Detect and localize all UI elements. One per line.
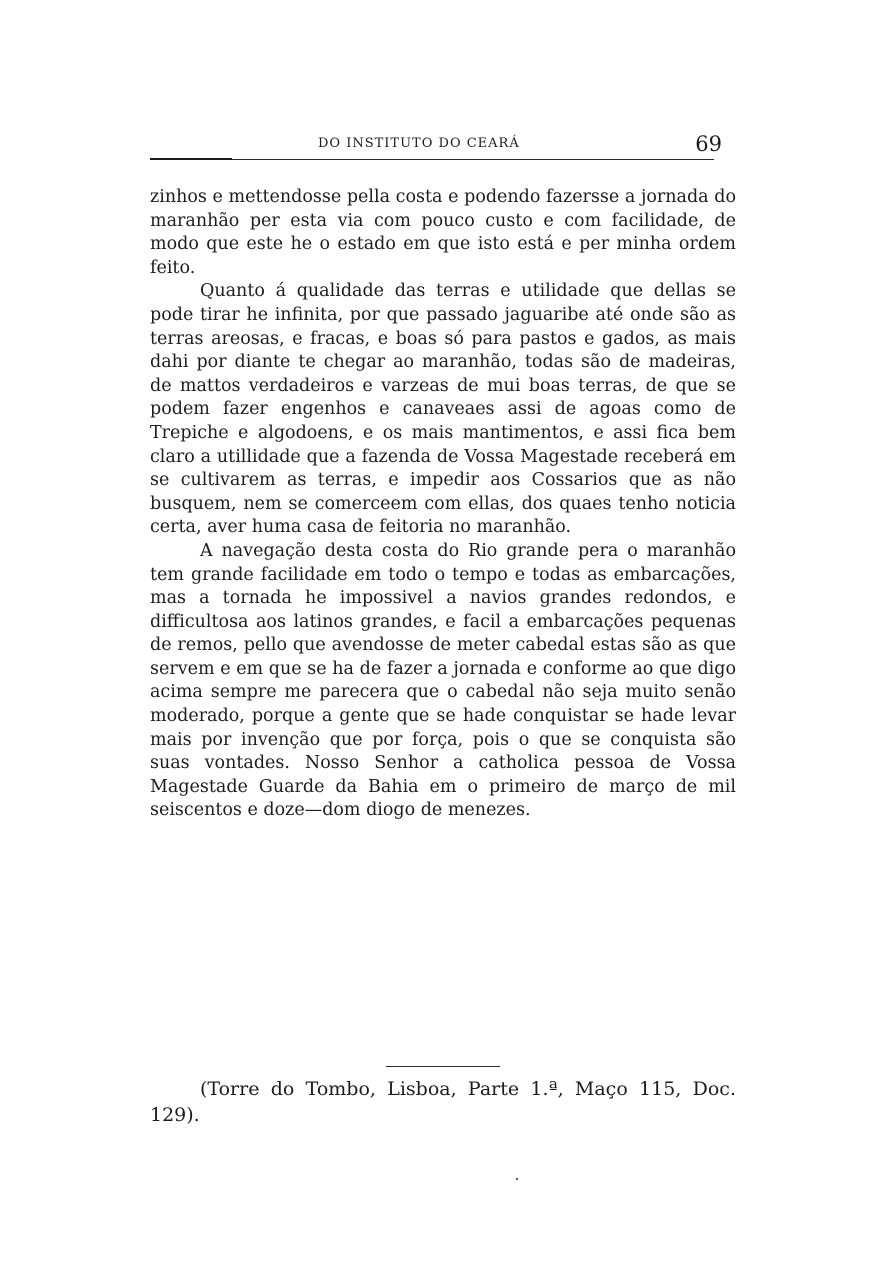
end-rule <box>386 1066 500 1067</box>
running-title: DO INSTITUTO DO CEARÁ <box>318 136 520 151</box>
body-text <box>150 186 736 823</box>
paragraph-navigation: A navegação desta costa do Rio grande pera o maranhão tem grande facilidade em todo o tempo e todas as embarcações, mas a tornada he impossivel a navios grandes redondos, e difficultosa aos latinos grandes, e facil a embarcações pequenas de remos, pello que avendosse de meter cabedal estas são as que servem e em que se ha de fazer a jornada e conforme ao que digo acima sempre me parecera que o cabedal não seja muito senão moderado, porque a gente que se hade conquistar se hade levar mais por invenção que por força, pois o que se conquista são suas vontades. Nosso Senhor a catholica pessoa de Vossa Magestade Guarde da Bahia em o primeiro de março de mil seiscentos e doze—dom diogo de menezes. <box>150 540 736 821</box>
header-rule-accent <box>150 158 232 160</box>
citation-text: (Torre do Tombo, Lisboa, Parte 1.ª, Maço 115, Doc. 129). <box>150 1078 736 1126</box>
page-number: 69 <box>695 132 722 156</box>
print-speck <box>516 1178 518 1180</box>
book-page <box>150 132 736 1126</box>
paragraph-land-quality: Quanto á qualidade das terras e utilidade que dellas se pode tirar he infinita, por que passado jaguaribe até onde são as terras areosas, e fracas, e boas só para pastos e gados, as mais dahi por diante te chegar ao maranhão, todas são de madeiras, de mattos verdadeiros e varzeas de mui boas terras, de que se podem fazer engenhos e canaveaes assi de agoas como de Trepiche e algodoens, e os mais mantimentos, e assi fica bem claro a utillidade que a fazenda de Vossa Magestade receberá em se cultivarem as terras, e impedir aos Cossarios que as não busquem, nem se comerceem com ellas, dos quaes tenho noticia certa, aver huma casa de feitoria no maranhão. <box>150 281 736 538</box>
header-rule <box>150 159 714 160</box>
paragraph-continuation: zinhos e mettendosse pella costa e podendo fazersse a jornada do maranhão per esta via com pouco custo e com facilidade, de modo que este he o estado em que isto está e per minha ordem feito. <box>150 187 736 278</box>
archive-citation <box>150 1076 736 1128</box>
running-head <box>150 132 736 156</box>
